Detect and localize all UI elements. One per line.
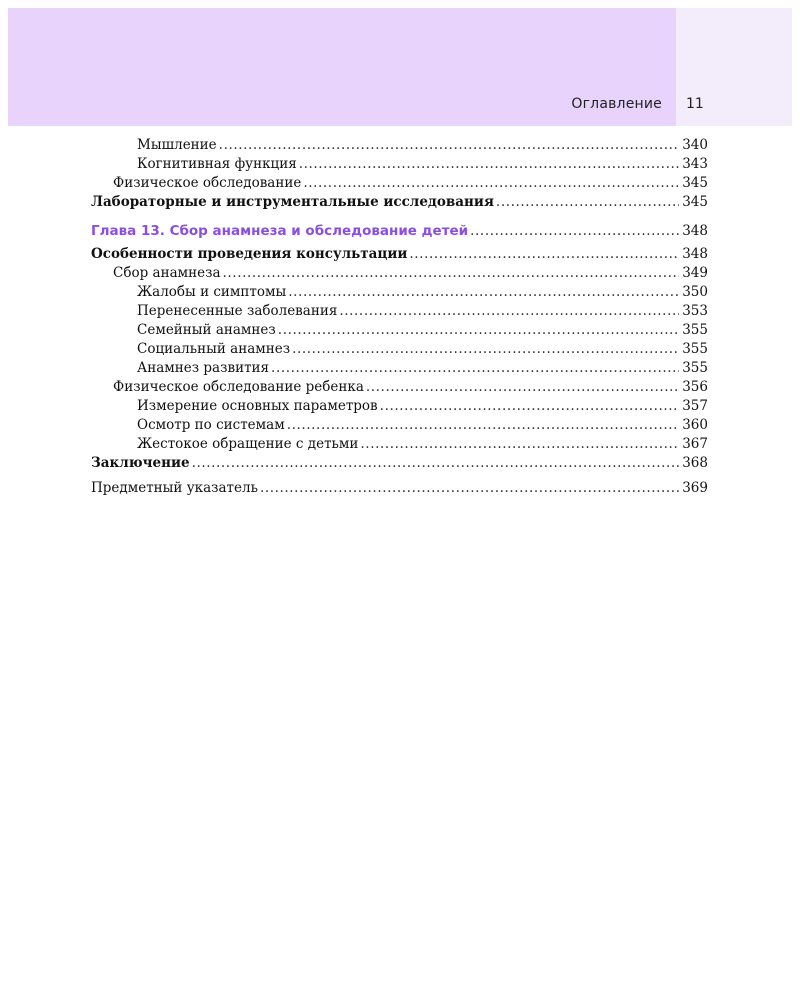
toc-entry-page: 355	[682, 360, 708, 376]
dot-leader	[278, 321, 679, 340]
toc-entry-title: Перенесенные заболевания	[137, 303, 338, 319]
toc-entry[interactable]	[91, 479, 708, 498]
dot-leader	[303, 174, 679, 193]
toc-section-entry[interactable]	[91, 245, 708, 264]
dot-leader	[366, 378, 679, 397]
toc-entry-title: Жалобы и симптомы	[137, 284, 287, 300]
dot-leader	[271, 359, 679, 378]
dot-leader	[380, 397, 680, 416]
toc-entry-page: 355	[682, 322, 708, 338]
toc-entry-title: Мышление	[137, 137, 217, 153]
toc-entry-title: Сбор анамнеза	[113, 265, 221, 281]
toc-entry[interactable]	[91, 302, 708, 321]
toc-entry[interactable]	[91, 340, 708, 359]
dot-leader	[409, 245, 679, 264]
toc-entry[interactable]	[91, 416, 708, 435]
toc-entry-page: 340	[682, 137, 708, 153]
toc-entry-title: Особенности проведения консультации	[91, 246, 408, 262]
toc-section-entry[interactable]	[91, 193, 708, 212]
dot-leader	[299, 155, 680, 174]
toc-entry-title: Анамнез развития	[137, 360, 270, 376]
toc-entry-page: 353	[682, 303, 708, 319]
toc-entry-page: 349	[682, 265, 708, 281]
toc-entry[interactable]	[91, 378, 708, 397]
dot-leader	[287, 416, 680, 435]
toc-entry[interactable]	[91, 435, 708, 454]
dot-leader	[288, 283, 679, 302]
toc-entry-page: 345	[682, 175, 708, 191]
toc-entry-title: Осмотр по системам	[137, 417, 285, 433]
toc-entry-title: Жестокое обращение с детьми	[137, 436, 359, 452]
running-header-title: Оглавление	[571, 96, 662, 112]
toc-entry-title: Социальный анамнез	[137, 341, 291, 357]
toc-entry-page: 360	[682, 417, 708, 433]
toc-entry[interactable]	[91, 397, 708, 416]
table-of-contents	[91, 136, 708, 498]
dot-leader	[223, 264, 680, 283]
dot-leader	[192, 454, 680, 473]
toc-chapter-heading[interactable]	[91, 222, 708, 241]
toc-entry-page: 350	[682, 284, 708, 300]
toc-entry-title: Физическое обследование	[113, 175, 302, 191]
toc-entry-page: 348	[682, 223, 708, 239]
dot-leader	[470, 222, 679, 241]
toc-entry-page: 348	[682, 246, 708, 262]
dot-leader	[339, 302, 679, 321]
toc-entry[interactable]	[91, 264, 708, 283]
toc-entry-page: 343	[682, 156, 708, 172]
toc-entry-title: Измерение основных параметров	[137, 398, 378, 414]
chapter-title: Глава 13. Сбор анамнеза и обследование детей	[91, 223, 469, 239]
toc-entry-title: Лабораторные и инструментальные исследования	[91, 194, 494, 210]
dot-leader	[496, 193, 679, 212]
toc-entry[interactable]	[91, 359, 708, 378]
toc-entry[interactable]	[91, 321, 708, 340]
toc-entry-page: 368	[682, 455, 708, 471]
toc-entry-page: 345	[682, 194, 708, 210]
toc-entry-title: Семейный анамнез	[137, 322, 276, 338]
dot-leader	[260, 479, 679, 498]
toc-entry-page: 356	[682, 379, 708, 395]
toc-entry-page: 367	[682, 436, 708, 452]
toc-entry-title: Заключение	[91, 455, 190, 471]
toc-entry[interactable]	[91, 155, 708, 174]
toc-entry-page: 355	[682, 341, 708, 357]
toc-entry-title: Когнитивная функция	[137, 156, 297, 172]
dot-leader	[219, 136, 680, 155]
toc-entry[interactable]	[91, 283, 708, 302]
toc-entry[interactable]	[91, 174, 708, 193]
toc-entry-page: 369	[682, 480, 708, 496]
toc-entry-title: Физическое обследование ребенка	[113, 379, 364, 395]
toc-entry-title: Предметный указатель	[91, 480, 258, 496]
dot-leader	[360, 435, 679, 454]
toc-entry-page: 357	[682, 398, 708, 414]
toc-section-entry[interactable]	[91, 454, 708, 473]
dot-leader	[292, 340, 679, 359]
page-number: 11	[686, 96, 704, 112]
toc-entry[interactable]	[91, 136, 708, 155]
